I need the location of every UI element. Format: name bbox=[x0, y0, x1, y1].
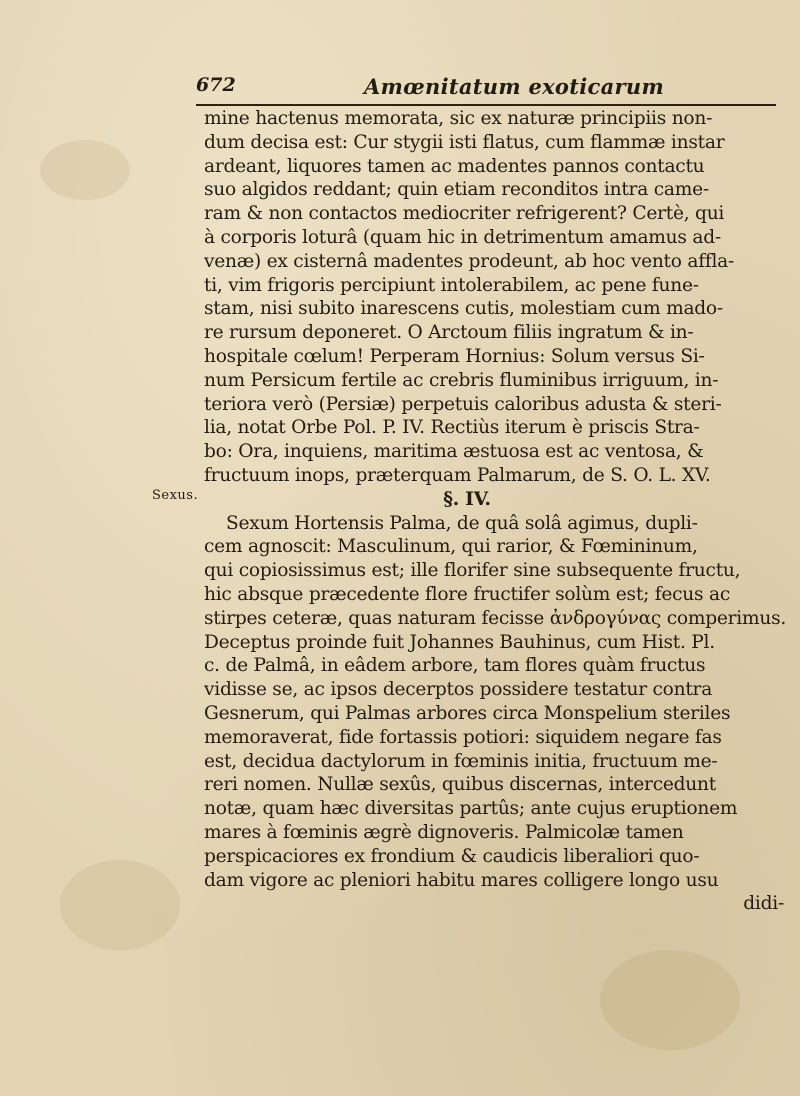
text-line: vidisse se, ac ipsos decerptos possidere testatur contra bbox=[204, 679, 713, 701]
text-line: perspicaciores ex frondium & caudicis liberaliori quo- bbox=[204, 845, 700, 867]
page-number: 672 bbox=[196, 74, 236, 96]
text-line: bo: Ora, inquiens, maritima æstuosa est ac ventosa, & bbox=[204, 441, 704, 463]
text-line: ram & non contactos mediocriter refrigerent? Certè, qui bbox=[204, 203, 725, 225]
text-line: reri nomen. Nullæ sexûs, quibus discernas, intercedunt bbox=[204, 774, 716, 796]
text-line: dam vigore ac pleniori habitu mares colligere longo usu bbox=[204, 869, 719, 891]
text-line: memoraverat, fide fortassis potiori: siquidem negare fas bbox=[204, 726, 722, 748]
text-line: ardeant, liquores tamen ac madentes pannos contactu bbox=[204, 155, 705, 177]
text-line: c. de Palmâ, in eâdem arbore, tam flores quàm fructus bbox=[204, 655, 706, 677]
paper-stain bbox=[60, 860, 180, 950]
body-text bbox=[204, 107, 790, 916]
text-line: suo algidos reddant; quin etiam reconditos intra came- bbox=[204, 179, 709, 201]
paper-stain bbox=[600, 950, 740, 1050]
text-line: teriora verò (Persiæ) perpetuis caloribus adusta & steri- bbox=[204, 393, 722, 415]
text-line: Deceptus proinde fuit Johannes Bauhinus, cum Hist. Pl. bbox=[204, 631, 715, 653]
text-line: à corporis loturâ (quam hic in detrimentum amamus ad- bbox=[204, 226, 721, 248]
text-line: notæ, quam hæc diversitas partûs; ante cujus eruptionem bbox=[204, 798, 738, 820]
text-line: ti, vim frigoris percipiunt intolerabilem, ac pene fune- bbox=[204, 274, 699, 296]
text-line: lia, notat Orbe Pol. P. IV. Rectiùs iterum è priscis Stra- bbox=[204, 417, 700, 439]
text-line: Sexum Hortensis Palma, de quâ solâ agimus, dupli- bbox=[226, 512, 698, 534]
text-line: mine hactenus memorata, sic ex naturæ principiis non- bbox=[204, 108, 713, 129]
margin-note: Sexus. bbox=[152, 488, 199, 503]
text-line: fructuum inops, præterquam Palmarum, de S. O. L. XV. bbox=[204, 464, 711, 486]
text-line: stirpes ceteræ, quas naturam fecisse ἀνδρογύνας comperimus. bbox=[204, 607, 787, 629]
text-line: cem agnoscit: Masculinum, qui rarior, & Fœmininum, bbox=[204, 536, 698, 558]
header-rule bbox=[196, 104, 776, 106]
text-line: mares à fœminis ægrè dignoveris. Palmicolæ tamen bbox=[204, 821, 684, 843]
text-line: venæ) ex cisternâ madentes prodeunt, ab hoc vento affla- bbox=[204, 250, 735, 272]
text-line: num Persicum fertile ac crebris fluminibus irriguum, in- bbox=[204, 369, 719, 391]
page-header bbox=[196, 74, 776, 102]
text-line: stam, nisi subito inarescens cutis, molestiam cum mado- bbox=[204, 298, 723, 320]
text-line: qui copiosissimus est; ille florifer sine subsequente fructu, bbox=[204, 560, 741, 582]
paper-stain bbox=[40, 140, 130, 200]
running-title: Amœnitatum exoticarum bbox=[364, 74, 664, 99]
text-line: hic absque præcedente flore fructifer solùm est; fecus ac bbox=[204, 583, 730, 605]
text-line: hospitale cœlum! Perperam Hornius: Solum versus Si- bbox=[204, 345, 705, 367]
text-line: est, decidua dactylorum in fœminis initia, fructuum me- bbox=[204, 750, 718, 772]
section-heading: §. IV. bbox=[443, 488, 491, 510]
text-line: Gesnerum, qui Palmas arbores circa Monspelium steriles bbox=[204, 702, 731, 724]
text-line: re rursum deponeret. O Arctoum filiis ingratum & in- bbox=[204, 322, 694, 344]
text-line: dum decisa est: Cur stygii isti flatus, cum flammæ instar bbox=[204, 131, 725, 153]
catchword: didi- bbox=[743, 893, 784, 915]
